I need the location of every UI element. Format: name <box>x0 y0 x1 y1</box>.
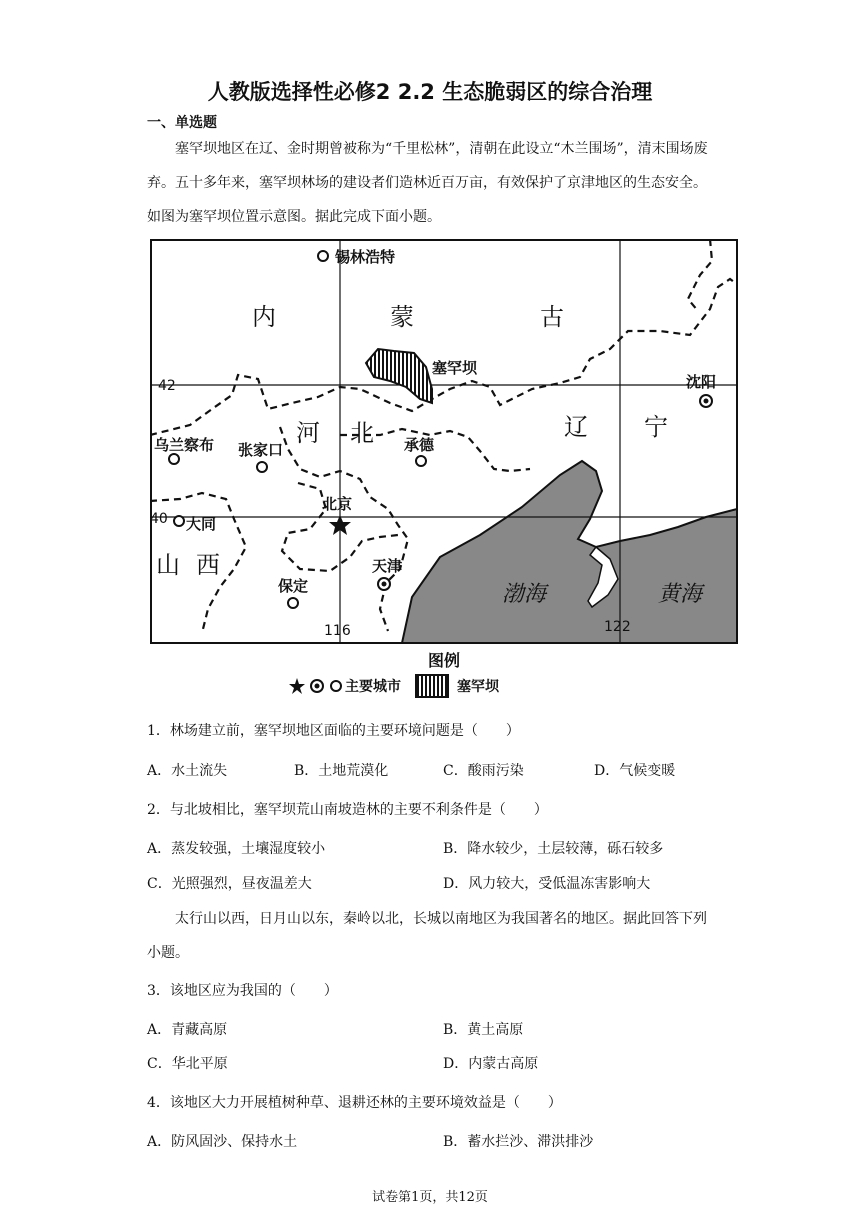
label-lon122: 122 <box>604 619 631 635</box>
legend-city-symbols <box>289 677 345 695</box>
label-tianjin: 天津 <box>372 557 403 575</box>
q3-option-a: A．青藏高原 <box>147 1022 228 1038</box>
label-nei: 内 <box>252 303 276 331</box>
label-bei: 北 <box>350 419 374 447</box>
question-3-stem: 3．该地区应为我国的（ ） <box>147 983 338 999</box>
label-baoding: 保定 <box>278 577 309 595</box>
q4-option-b: B．蓄水拦沙、滞洪排沙 <box>443 1134 594 1150</box>
label-lat40: 40 <box>150 511 168 527</box>
label-huanghai: 黄海 <box>658 582 703 607</box>
intro-paragraph-1: 塞罕坝地区在辽、金时期曾被称为“千里松林”，清朝在此设立“木兰围场”，清末围场废弃。五十多年来，塞罕坝林场的建设者们造林近百万亩，有效保护了京津地区的生态安全。如图为塞罕坝位置示意图。据此完成下面小题。 <box>147 141 708 225</box>
circle-icon <box>331 681 341 691</box>
label-saihanba: 塞罕坝 <box>432 359 478 377</box>
legend-city-label: 主要城市 <box>345 679 401 695</box>
datong-marker <box>174 516 184 526</box>
page-footer: 试卷第1页，共12页 <box>372 1190 488 1205</box>
label-shenyang: 沈阳 <box>686 373 717 391</box>
label-gu: 古 <box>540 303 564 331</box>
legend-title: 图例 <box>427 651 460 670</box>
label-he: 河 <box>296 419 320 447</box>
label-ning: 宁 <box>644 413 668 441</box>
legend-saihanba-swatch <box>415 674 449 698</box>
q4-option-a: A．防风固沙、保持水土 <box>147 1134 298 1150</box>
label-chengde: 承德 <box>404 436 435 454</box>
wulanchabu-marker <box>169 454 179 464</box>
label-liao: 辽 <box>564 413 588 441</box>
zhangjiakou-marker <box>257 462 267 472</box>
q1-option-c: C．酸雨污染 <box>443 763 524 779</box>
chengde-marker <box>416 456 426 466</box>
xilinhaote-marker <box>318 251 328 261</box>
label-xilinhaote: 锡林浩特 <box>335 248 396 266</box>
label-lat42: 42 <box>158 378 176 394</box>
label-zhangjiakou: 张家口 <box>238 441 284 459</box>
document-title: 人教版选择性必修2 2.2 生态脆弱区的综合治理 <box>207 80 653 104</box>
label-xi: 西 <box>196 551 220 579</box>
question-2-stem: 2．与北坡相比，塞罕坝荒山南坡造林的主要不利条件是（ ） <box>147 802 548 818</box>
saihanba-location-map <box>150 239 738 644</box>
q2-option-b: B．降水较少，土层较薄，砾石较多 <box>443 841 664 857</box>
label-datong: 大同 <box>186 515 217 533</box>
q2-option-d: D．风力较大，受低温冻害影响大 <box>443 876 651 892</box>
label-beijing: 北京 <box>322 495 353 513</box>
q1-option-a: A．水土流失 <box>147 763 228 779</box>
label-wulanchabu: 乌兰察布 <box>154 436 215 454</box>
q3-option-b: B．黄土高原 <box>443 1022 524 1038</box>
legend <box>289 675 499 697</box>
question-1-stem: 1．林场建立前，塞罕坝地区面临的主要环境问题是（ ） <box>147 723 520 739</box>
label-shan: 山 <box>156 551 180 579</box>
baoding-marker <box>288 598 298 608</box>
q1-option-b: B．土地荒漠化 <box>294 763 389 779</box>
label-meng: 蒙 <box>390 303 414 331</box>
q3-option-d: D．内蒙古高原 <box>443 1056 539 1072</box>
q3-option-c: C．华北平原 <box>147 1056 228 1072</box>
q1-option-d: D．气候变暖 <box>594 763 676 779</box>
q2-option-a: A．蒸发较强，土壤湿度较小 <box>147 841 326 857</box>
question-4-stem: 4．该地区大力开展植树种草、退耕还林的主要环境效益是（ ） <box>147 1095 562 1111</box>
label-bohai: 渤海 <box>502 582 547 607</box>
legend-saihanba-label: 塞罕坝 <box>457 679 499 695</box>
intro-paragraph-2: 太行山以西，日月山以东，秦岭以北，长城以南地区为我国著名的地区。据此回答下列小题。 <box>147 911 707 961</box>
section-heading: 一、单选题 <box>147 115 217 131</box>
label-lon116: 116 <box>324 623 351 639</box>
star-icon <box>289 678 305 694</box>
q2-option-c: C．光照强烈，昼夜温差大 <box>147 876 312 892</box>
